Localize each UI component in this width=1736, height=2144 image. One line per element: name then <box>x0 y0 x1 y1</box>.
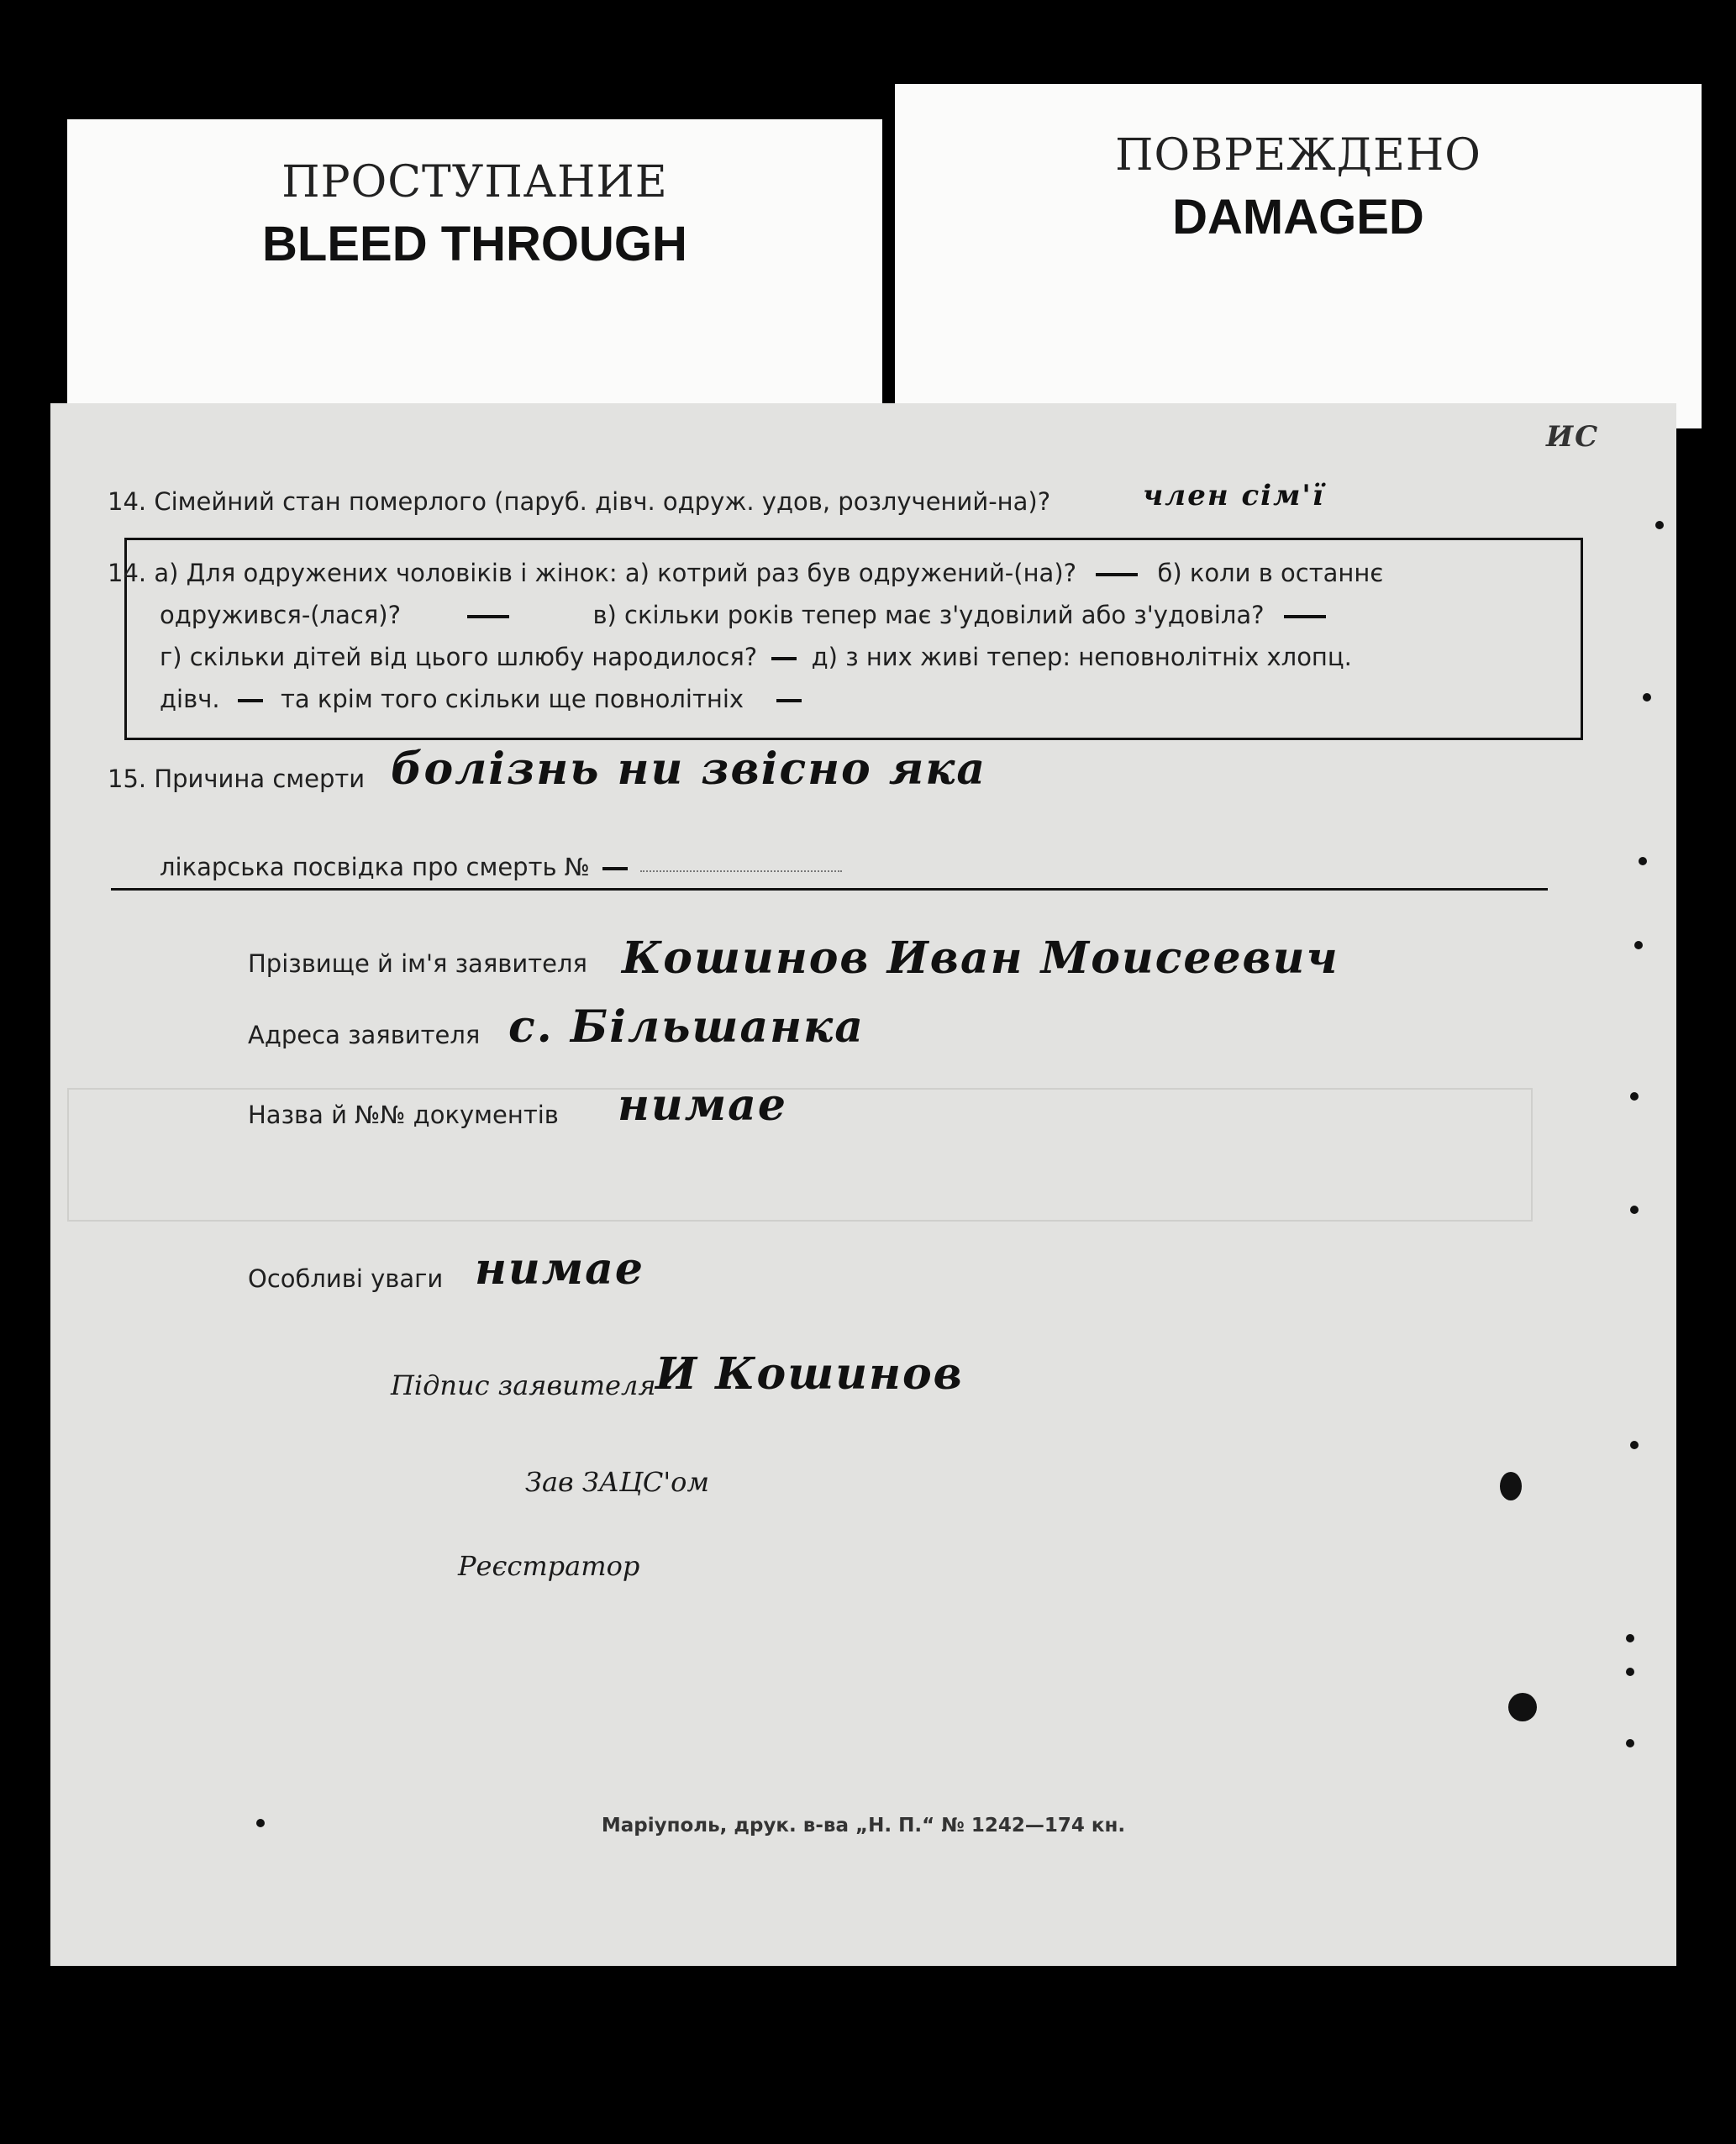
damaged-en: DAMAGED <box>1172 190 1424 244</box>
q15-label: 15. Причина смерти <box>108 765 366 793</box>
punch-mark <box>1626 1668 1634 1676</box>
dash-mark <box>467 615 509 618</box>
applicant-name: Кошинов Иван Моисеевич <box>622 933 1339 984</box>
punch-mark <box>1626 1634 1634 1642</box>
punch-mark <box>1634 941 1643 949</box>
punch-mark <box>1630 1092 1639 1101</box>
medical-label: лікарська посвідка про смерть № <box>160 853 590 881</box>
print-footer: Маріуполь, друк. в-ва „Н. П.“ № 1242—174 кн. <box>601 1815 1126 1837</box>
q14a-line2 <box>160 601 1338 629</box>
remarks-label: Особливі уваги <box>248 1264 444 1293</box>
q14a-line2a: одружився-(лася)? <box>160 601 401 629</box>
bleed-through-en: BLEED THROUGH <box>262 217 687 271</box>
dash-mark <box>238 699 263 702</box>
q14a-line1 <box>108 559 1383 587</box>
medical-line <box>160 853 842 881</box>
remarks-value: нимае <box>475 1243 644 1295</box>
section-divider <box>111 888 1548 891</box>
q14a-line3a: г) скільки дітей від цього шлюбу народилося? <box>160 643 758 671</box>
punch-mark <box>1626 1739 1634 1747</box>
head-label: Зав ЗАЦС'ом <box>525 1466 709 1498</box>
q14-answer: член сім'ї <box>1143 479 1325 512</box>
punch-mark <box>1630 1441 1639 1449</box>
dash-mark <box>1284 615 1326 618</box>
damaged-notice <box>895 84 1702 428</box>
documents-value: нимае <box>618 1080 787 1131</box>
bleed-through-ru: ПРОСТУПАНИЕ <box>281 157 668 208</box>
documents-label: Назва й №№ документів <box>248 1101 559 1129</box>
dotted-line <box>640 865 842 872</box>
q14a-line3b: д) з них живі тепер: неповнолітніх хлопц. <box>811 643 1352 671</box>
dash-mark <box>776 699 802 702</box>
punch-mark <box>1643 693 1651 702</box>
applicant-name-label: Прізвище й ім'я заявителя <box>248 949 587 978</box>
q14a-line1b: б) коли в останнє <box>1157 559 1384 587</box>
bleed-through-notice <box>67 119 882 422</box>
dash-mark <box>771 657 797 660</box>
punch-hole <box>1500 1472 1522 1500</box>
punch-mark <box>1655 521 1664 529</box>
q14a-line4b: та крім того скільки ще повнолітніх <box>281 685 744 713</box>
q14a-line1a: 14. а) Для одружених чоловіків і жінок: а) котрий раз був одружений-(на)? <box>108 559 1077 587</box>
registrar-label: Реєстратор <box>458 1550 640 1582</box>
signature-value: И Кошинов <box>655 1348 964 1400</box>
q15-answer: болізнь ни звісно яка <box>391 744 987 795</box>
damaged-ru: ПОВРЕЖДЕНО <box>1115 130 1481 181</box>
punch-mark <box>256 1819 265 1827</box>
q14-label: 14. Сімейний стан померлого (паруб. дівч. одруж. удов, розлучений-на)? <box>108 487 1051 516</box>
q14a-line4 <box>160 685 827 713</box>
punch-mark <box>1630 1206 1639 1214</box>
signature-label: Підпис заявителя <box>391 1369 656 1401</box>
corner-mark: ИС <box>1546 420 1600 454</box>
applicant-address: с. Більшанка <box>508 1001 865 1053</box>
form-sheet <box>50 403 1676 1966</box>
dash-mark <box>1096 573 1138 576</box>
punch-hole <box>1508 1693 1537 1721</box>
punch-mark <box>1639 857 1647 865</box>
q14a-line4a: дівч. <box>160 685 220 713</box>
q14a-line3 <box>160 643 1352 671</box>
q14a-line2b: в) скільки років тепер має з'удовілий або з'удовіла? <box>592 601 1265 629</box>
dash-mark <box>602 867 628 870</box>
applicant-address-label: Адреса заявителя <box>248 1021 481 1049</box>
